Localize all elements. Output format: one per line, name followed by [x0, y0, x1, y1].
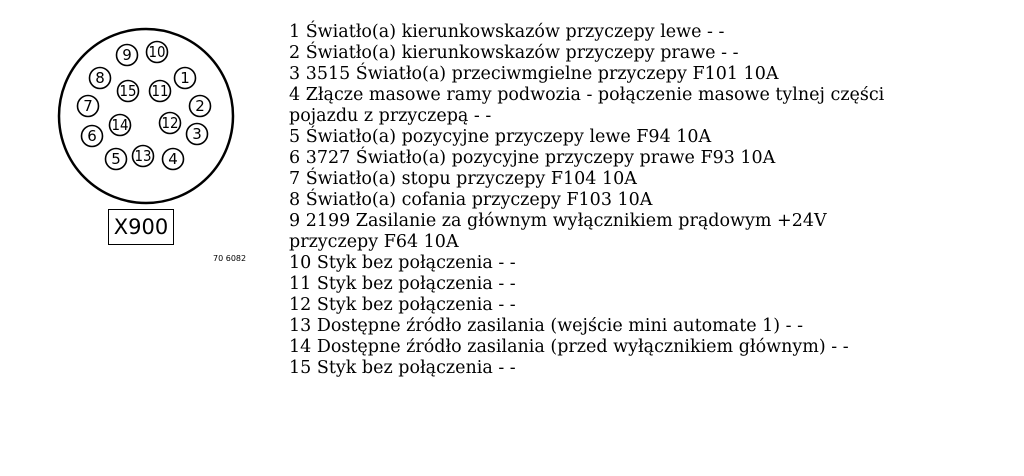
pin-number: 5	[111, 150, 121, 168]
pin-description-line: 11 Styk bez połączenia - -	[289, 274, 516, 294]
connector-diagram	[52, 18, 280, 214]
pin-number: 3	[192, 125, 202, 143]
pin-number: 12	[161, 114, 179, 132]
pin-description-list	[289, 22, 1019, 379]
pin-description-line: przyczepy F64 10A	[289, 232, 459, 252]
connector-pin	[147, 42, 168, 63]
pin-description-line: 15 Styk bez połączenia - -	[289, 358, 516, 378]
pin-description-line: 7 Światło(a) stopu przyczepy F104 10A	[289, 169, 637, 189]
connector-pin	[163, 149, 184, 170]
connector-pin	[106, 149, 127, 170]
pin-number: 4	[168, 150, 178, 168]
pin-number: 9	[122, 46, 132, 64]
pin-number: 10	[148, 43, 166, 61]
pin-description-line: 14 Dostępne źródło zasilania (przed wyłącznikiem głównym) - -	[289, 337, 849, 357]
connector-pin	[175, 68, 196, 89]
pin-description-line: 6 3727 Światło(a) pozycyjne przyczepy prawe F93 10A	[289, 148, 776, 168]
pin-description-line: 4 Złącze masowe ramy podwozia - połączenie masowe tylnej części	[289, 85, 885, 105]
pin-description-line: 1 Światło(a) kierunkowskazów przyczepy lewe - -	[289, 22, 725, 42]
pin-number: 11	[151, 82, 169, 100]
pin-number: 13	[134, 147, 152, 165]
connector-label: X900	[108, 209, 174, 245]
pin-description-line: 2 Światło(a) kierunkowskazów przyczepy prawe - -	[289, 43, 739, 63]
pin-description-line: 5 Światło(a) pozycyjne przyczepy lewe F94 10A	[289, 127, 712, 147]
pin-description-line: 13 Dostępne źródło zasilania (wejście mini automate 1) - -	[289, 316, 804, 336]
connector-pin	[82, 126, 103, 147]
connector-pin	[160, 113, 181, 134]
pin-number: 2	[195, 97, 205, 115]
figure-reference-code: 70 6082	[213, 254, 247, 263]
connector-pin	[150, 81, 171, 102]
pin-number: 1	[180, 69, 190, 87]
connector-pin	[110, 115, 131, 136]
pin-description-line: 12 Styk bez połączenia - -	[289, 295, 516, 315]
connector-pin	[90, 68, 111, 89]
pin-description-line: 3 3515 Światło(a) przeciwmgielne przyczepy F101 10A	[289, 64, 779, 84]
pin-description-line: 10 Styk bez połączenia - -	[289, 253, 516, 273]
pin-number: 14	[111, 116, 129, 134]
connector-pin	[78, 96, 99, 117]
pin-number: 7	[83, 97, 93, 115]
pin-number: 6	[87, 127, 97, 145]
pin-number: 8	[95, 69, 105, 87]
connector-pin	[118, 81, 139, 102]
connector-pin	[117, 45, 138, 66]
pin-description-line: pojazdu z przyczepą - -	[289, 106, 492, 126]
pin-number: 15	[119, 82, 137, 100]
connector-pin	[187, 124, 208, 145]
connector-pin	[133, 146, 154, 167]
pin-description-line: 8 Światło(a) cofania przyczepy F103 10A	[289, 190, 653, 210]
pin-description-line: 9 2199 Zasilanie za głównym wyłącznikiem prądowym +24V	[289, 211, 827, 231]
connector-pin	[190, 96, 211, 117]
